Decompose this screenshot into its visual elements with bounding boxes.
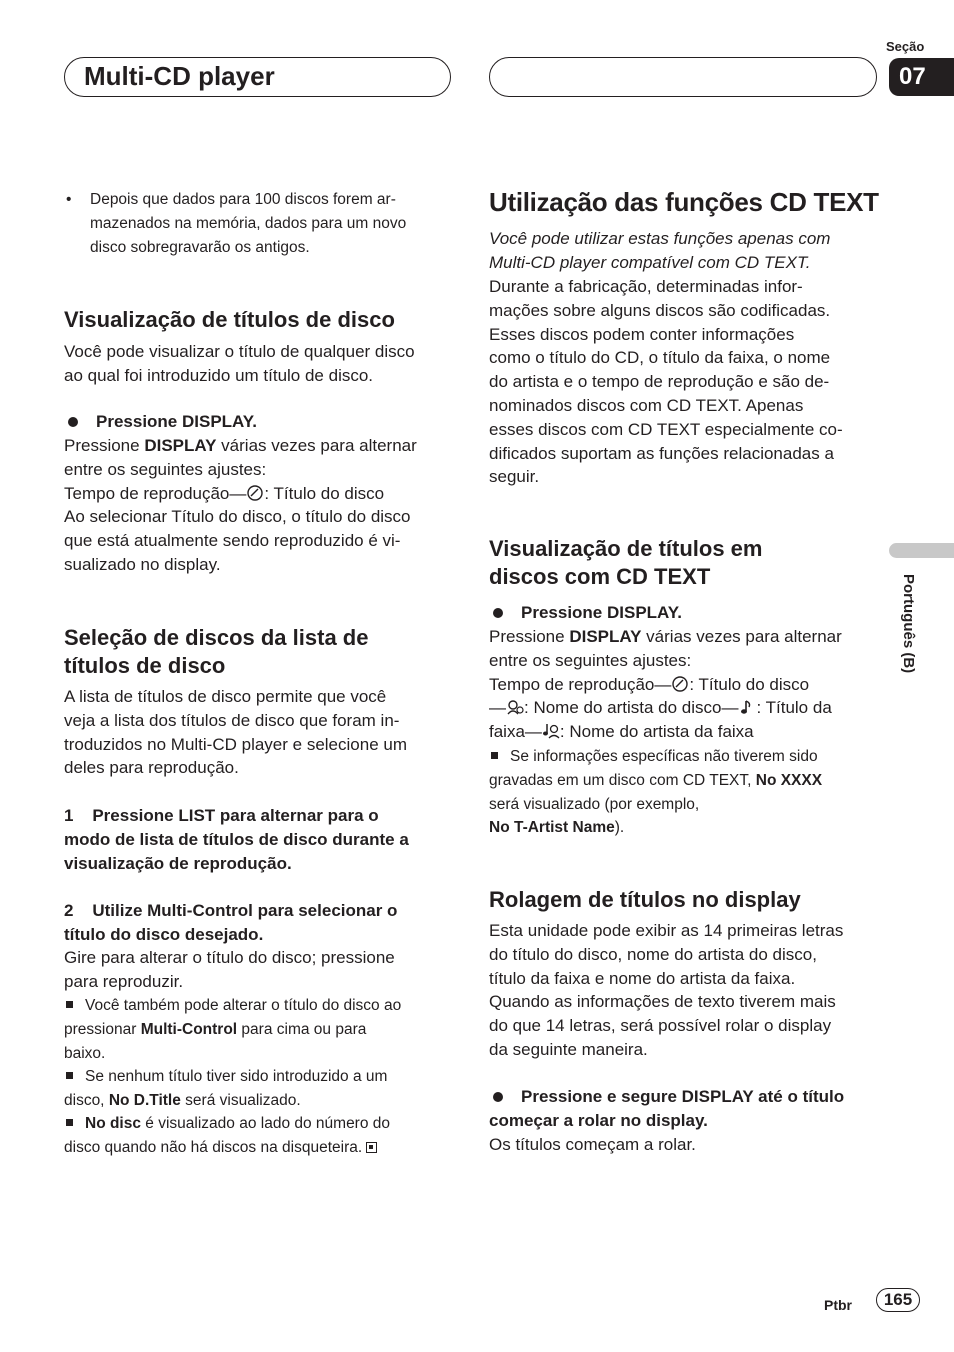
language-tab bbox=[889, 543, 954, 558]
scroll-result: Os títulos começam a rolar. bbox=[489, 1135, 696, 1154]
note-multi-control: Você também pode alterar o título do disco ao pressionar Multi-Control para cima ou para baixo. bbox=[64, 997, 402, 1062]
step-press-display-cd-text: Pressione DISPLAY. bbox=[489, 601, 682, 625]
track-artist-icon bbox=[542, 723, 560, 739]
language-label: Português (B) bbox=[900, 574, 917, 674]
memory-note: • Depois que dados para 100 discos forem ar- mazenados na memória, dados para um novo disco sobregravarão os antigos. bbox=[66, 191, 407, 256]
disc-title-icon bbox=[671, 676, 689, 692]
page-number: 165 bbox=[876, 1288, 920, 1312]
display-instructions: Pressione DISPLAY várias vezes para alternar entre os seguintes ajustes: Tempo de reprodução— : Título do disco Ao selecionar Título do disco, o título do disco que está atualmente sendo reproduzido é vi- sualizado no display. bbox=[64, 436, 417, 574]
step-2: 2 Utilize Multi-Control para selecionar o título do disco desejado. bbox=[64, 901, 398, 944]
section-number: 07 bbox=[889, 58, 954, 96]
step-1: 1 Pressione LIST para alternar para o modo de lista de títulos de disco durante a visualização de reprodução. bbox=[64, 806, 409, 873]
note-no-disc: No disc é visualizado ao lado do número do disco quando não há discos na disqueteira. bbox=[64, 1115, 391, 1156]
footer-language-code: Ptbr bbox=[824, 1297, 852, 1313]
page-title: Multi-CD player bbox=[84, 61, 275, 91]
note-no-title: Se nenhum título tiver sido introduzido a um disco, No D.Title será visualizado. bbox=[64, 1068, 388, 1109]
disc-titles-intro: Você pode visualizar o título de qualquer disco ao qual foi introduzido um título de disco. bbox=[64, 342, 415, 385]
note-no-xxxx: Se informações específicas não tiverem sido gravadas em um disco com CD TEXT, No XXXX será visualizado (por exemplo, No T-Artist Name). bbox=[489, 748, 823, 837]
cd-text-display-instructions: Pressione DISPLAY várias vezes para alternar entre os seguintes ajustes: Tempo de reprodução— : Título do disco — : Nome do artista do disco— : Título da faixa— : Nome do artista da faixa bbox=[489, 627, 842, 742]
section-heading-disc-list: Seleção de discos da lista de títulos de disco bbox=[64, 625, 369, 678]
disc-title-icon bbox=[246, 485, 264, 501]
section-heading-cd-text-titles: Visualização de títulos em discos com CD TEXT bbox=[489, 536, 763, 589]
disc-artist-icon bbox=[506, 699, 524, 715]
section-heading-cd-text: Utilização das funções CD TEXT bbox=[489, 187, 879, 217]
cd-text-intro: Durante a fabricação, determinadas infor- mações sobre alguns discos são codificadas. Esses discos podem conter informações como o título do CD, o título da faixa, o nome do artista e o tempo de reprodução e são de- nominados discos com CD TEXT. Apenas esses discos com CD TEXT especialmente co- dificados suportam as funções relacionadas a seguir. bbox=[489, 277, 843, 487]
step-2-text: Gire para alterar o título do disco; pressione para reproduzir. bbox=[64, 948, 395, 991]
end-mark-icon bbox=[366, 1142, 377, 1153]
section-label: Seção bbox=[886, 39, 925, 54]
track-title-icon bbox=[738, 699, 756, 715]
header-blank-frame bbox=[489, 57, 877, 97]
section-heading-scroll: Rolagem de títulos no display bbox=[489, 887, 801, 912]
step-press-display: Pressione DISPLAY. bbox=[64, 410, 257, 434]
disc-list-intro: A lista de títulos de disco permite que você veja a lista dos títulos de disco que foram in- troduzidos no Multi-CD player e selecione um deles para reprodução. bbox=[64, 687, 407, 778]
scroll-intro: Esta unidade pode exibir as 14 primeiras letras do título do disco, nome do artista do disco, título da faixa e nome do artista da faixa. Quando as informações de texto tiverem mais do que 14 letras, será possível rolar o display da seguinte maneira. bbox=[489, 921, 844, 1059]
step-press-hold-display: Pressione e segure DISPLAY até o título começar a rolar no display. bbox=[489, 1087, 845, 1130]
section-heading-disc-titles: Visualização de títulos de disco bbox=[64, 307, 395, 332]
cd-text-compat-note: Você pode utilizar estas funções apenas com Multi-CD player compatível com CD TEXT. bbox=[489, 229, 831, 272]
